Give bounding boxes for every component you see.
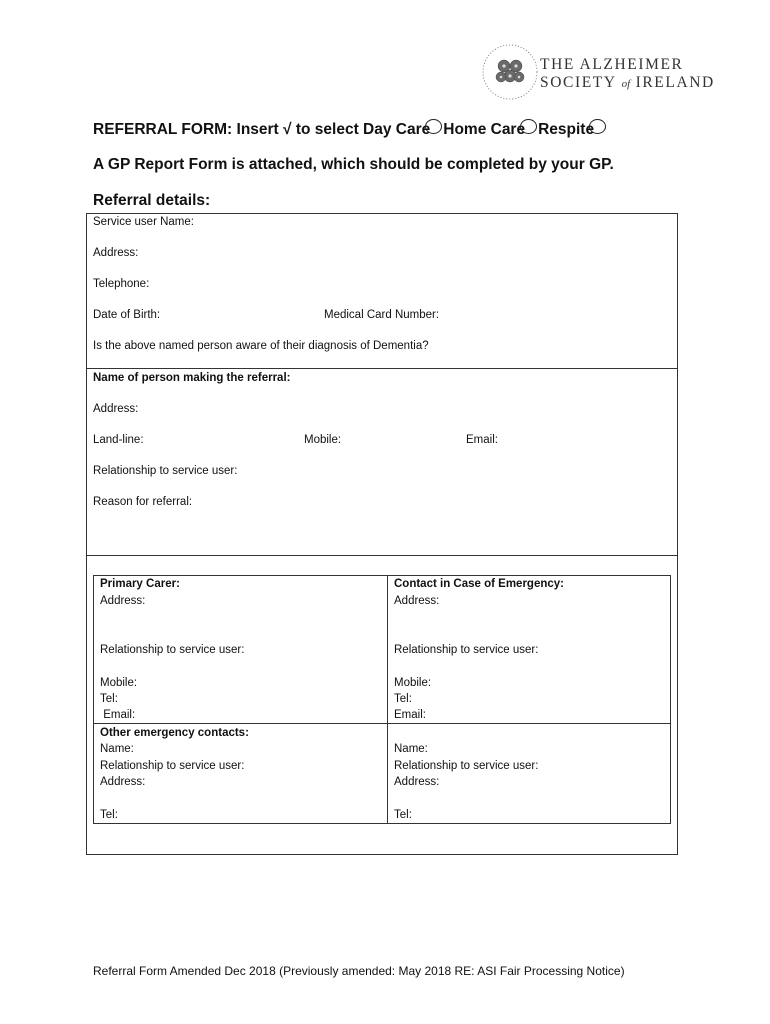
gp-report-note: A GP Report Form is attached, which should be completed by your GP. <box>93 156 614 173</box>
footer-note: Referral Form Amended Dec 2018 (Previously amended: May 2018 RE: ASI Fair Processing Notice) <box>93 964 625 978</box>
dementia-awareness-question[interactable]: Is the above named person aware of their diagnosis of Dementia? <box>93 340 429 352</box>
referrer-relationship-field[interactable]: Relationship to service user: <box>93 465 238 477</box>
other-contact-address-field[interactable]: Address: <box>100 776 146 788</box>
service-user-address-field[interactable]: Address: <box>93 247 139 259</box>
primary-carer-title: Primary Carer: <box>100 578 180 590</box>
contacts-table <box>93 575 671 824</box>
home-care-label: Home Care <box>443 121 526 138</box>
other-contact-name-field[interactable]: Name: <box>100 743 134 755</box>
carer-relationship-field[interactable]: Relationship to service user: <box>100 644 245 656</box>
telephone-field[interactable]: Telephone: <box>93 278 150 290</box>
emergency-tel-field[interactable]: Tel: <box>394 693 412 705</box>
carer-tel-field[interactable]: Tel: <box>100 693 118 705</box>
respite-checkbox[interactable] <box>589 119 606 134</box>
home-care-checkbox[interactable] <box>520 119 537 134</box>
carer-mobile-field[interactable]: Mobile: <box>100 677 138 689</box>
other-contact-2-name-field[interactable]: Name: <box>394 743 428 755</box>
other-contact-2-tel-field[interactable]: Tel: <box>394 809 412 821</box>
referrer-name-field[interactable]: Name of person making the referral: <box>93 372 291 384</box>
referrer-landline-field[interactable]: Land-line: <box>93 434 144 446</box>
emergency-email-field[interactable]: Email: <box>394 709 426 721</box>
referrer-address-field[interactable]: Address: <box>93 403 139 415</box>
alzheimer-society-logo <box>482 44 715 106</box>
referrer-mobile-field[interactable]: Mobile: <box>304 434 342 446</box>
other-contact-tel-field[interactable]: Tel: <box>100 809 118 821</box>
logo-line2: SOCIETY of IRELAND <box>540 74 715 91</box>
emergency-mobile-field[interactable]: Mobile: <box>394 677 432 689</box>
carer-email-field[interactable]: Email: <box>100 709 136 721</box>
medical-card-field[interactable]: Medical Card Number: <box>324 309 440 321</box>
other-contact-relationship-field[interactable]: Relationship to service user: <box>100 760 245 772</box>
form-title-text: REFERRAL FORM: Insert √ to select Day Care <box>93 121 431 138</box>
other-contacts-title: Other emergency contacts: <box>100 727 249 739</box>
logo-line1: THE ALZHEIMER <box>540 56 684 73</box>
reason-for-referral-field[interactable]: Reason for referral: <box>93 496 193 508</box>
form-title <box>93 119 607 139</box>
day-care-checkbox[interactable] <box>425 119 442 134</box>
other-contact-2-relationship-field[interactable]: Relationship to service user: <box>394 760 539 772</box>
service-user-name-field[interactable]: Service user Name: <box>93 216 194 228</box>
respite-label: Respite <box>538 121 595 138</box>
emergency-relationship-field[interactable]: Relationship to service user: <box>394 644 539 656</box>
date-of-birth-field[interactable]: Date of Birth: <box>93 309 161 321</box>
referral-details-heading: Referral details: <box>93 192 211 209</box>
emergency-address-field[interactable]: Address: <box>394 595 440 607</box>
referrer-email-field[interactable]: Email: <box>466 434 498 446</box>
contacts-table-divider <box>93 723 671 724</box>
other-contact-2-address-field[interactable]: Address: <box>394 776 440 788</box>
section-divider <box>86 368 678 369</box>
contacts-table-divider <box>387 575 388 824</box>
carer-address-field[interactable]: Address: <box>100 595 146 607</box>
emergency-contact-title: Contact in Case of Emergency: <box>394 578 564 590</box>
section-divider <box>86 555 678 556</box>
forget-me-not-seal-icon <box>482 44 538 100</box>
